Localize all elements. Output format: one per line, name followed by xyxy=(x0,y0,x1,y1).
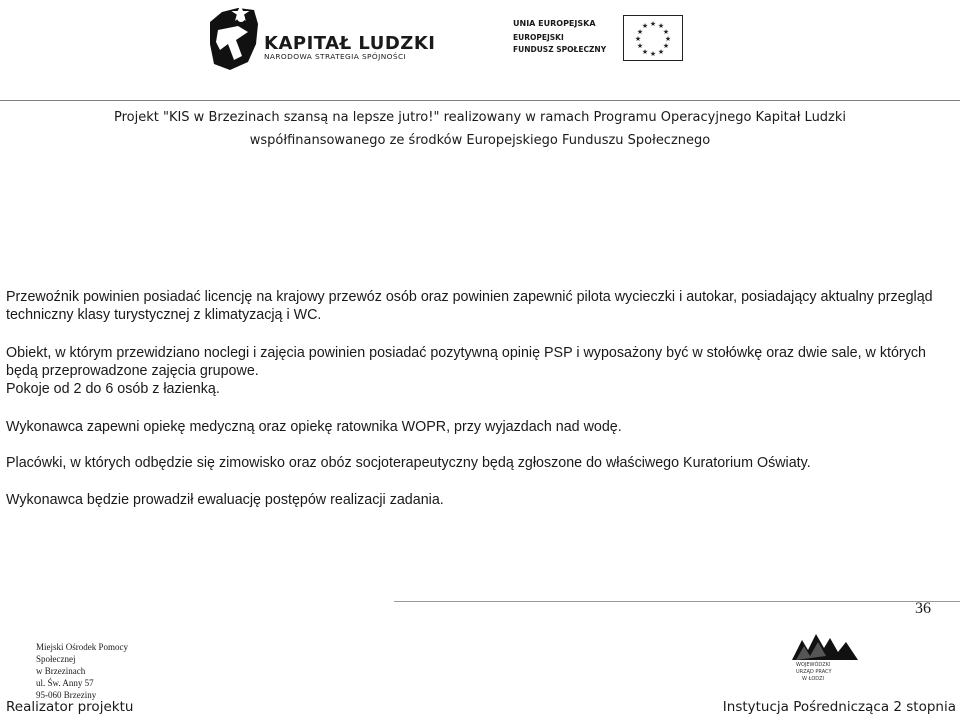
organization-address-block xyxy=(36,641,128,701)
project-title-line-2: współfinansowanego ze środków Europejskiego Funduszu Społecznego xyxy=(249,133,711,148)
project-realizer-label: Realizator projektu xyxy=(6,699,134,715)
page-number: 36 xyxy=(915,600,931,617)
footer-divider xyxy=(394,601,960,602)
paragraph-accommodation-requirements: Obiekt, w którym przewidziano noclegi i zajęcia powinien posiadać pozytywną opinię PSP i wyposażony być w stołówkę oraz dwie sale, w których będą przeprowadzone zajęcia grupowe. xyxy=(6,345,926,379)
org-postal-line: 95-060 Brzeziny xyxy=(36,690,97,700)
svg-text:★: ★ xyxy=(662,42,670,50)
wup-emblem-icon xyxy=(790,630,860,662)
svg-text:★: ★ xyxy=(649,20,657,28)
wup-logo xyxy=(790,630,860,684)
svg-text:★: ★ xyxy=(662,28,670,36)
paragraph-curatorium: Placówki, w których odbędzie się zimowisko oraz obóz socjoterapeutyczny będą zgłoszone do właściwego Kuratorium Oświaty. xyxy=(6,455,811,471)
svg-text:★: ★ xyxy=(649,50,657,58)
header-divider xyxy=(0,100,960,101)
wup-line-1: WOJEWÓDZKI xyxy=(796,662,831,668)
org-city-line: w Brzezinach xyxy=(36,666,86,676)
paragraph-rooms: Pokoje od 2 do 6 osób z łazienką. xyxy=(6,381,220,397)
project-title-line-1: Projekt "KIS w Brzezinach szansą na lepsze jutro!" realizowany w ramach Programu Operacyjnego Kapitał Ludzki xyxy=(113,110,847,125)
org-name-line-1: Miejski Ośrodek Pomocy xyxy=(36,642,128,652)
paragraph-evaluation: Wykonawca będzie prowadził ewaluację postępów realizacji zadania. xyxy=(6,492,444,508)
wup-line-3: W ŁODZI xyxy=(802,676,825,682)
eu-line-european: EUROPEJSKI xyxy=(513,33,564,42)
paragraph-medical-care: Wykonawca zapewni opiekę medyczną oraz opiekę ratownika WOPR, przy wyjazdach nad wodę. xyxy=(6,419,622,435)
kapital-ludzki-title: KAPITAŁ LUDZKI xyxy=(264,33,436,54)
svg-text:★: ★ xyxy=(641,48,649,56)
wup-line-2: URZĄD PRACY xyxy=(796,669,832,675)
eu-line-social-fund: FUNDUSZ SPOŁECZNY xyxy=(513,45,607,54)
intermediate-institution-label: Instytucja Pośrednicząca 2 stopnia xyxy=(722,699,956,715)
svg-text:★: ★ xyxy=(636,42,644,50)
svg-text:★: ★ xyxy=(636,28,644,36)
svg-text:★: ★ xyxy=(641,22,649,30)
svg-text:★: ★ xyxy=(657,22,665,30)
svg-text:★: ★ xyxy=(634,35,642,43)
eu-flag-icon xyxy=(623,15,683,61)
eu-line-union: UNIA EUROPEJSKA xyxy=(513,19,596,28)
svg-text:★: ★ xyxy=(664,35,672,43)
org-name-line-2: Społecznej xyxy=(36,654,76,664)
kapital-ludzki-subtitle: NARODOWA STRATEGIA SPÓJNOŚCI xyxy=(264,52,407,61)
org-street-line: ul. Św. Anny 57 xyxy=(36,678,94,688)
paragraph-carrier-requirements: Przewoźnik powinien posiadać licencję na krajowy przewóz osób oraz powinien zapewnić pilota wycieczki i autokar, posiadający aktualny przegląd techniczny klasy turystycznej z klimatyzacją i WC. xyxy=(6,289,933,323)
svg-text:★: ★ xyxy=(657,48,665,56)
